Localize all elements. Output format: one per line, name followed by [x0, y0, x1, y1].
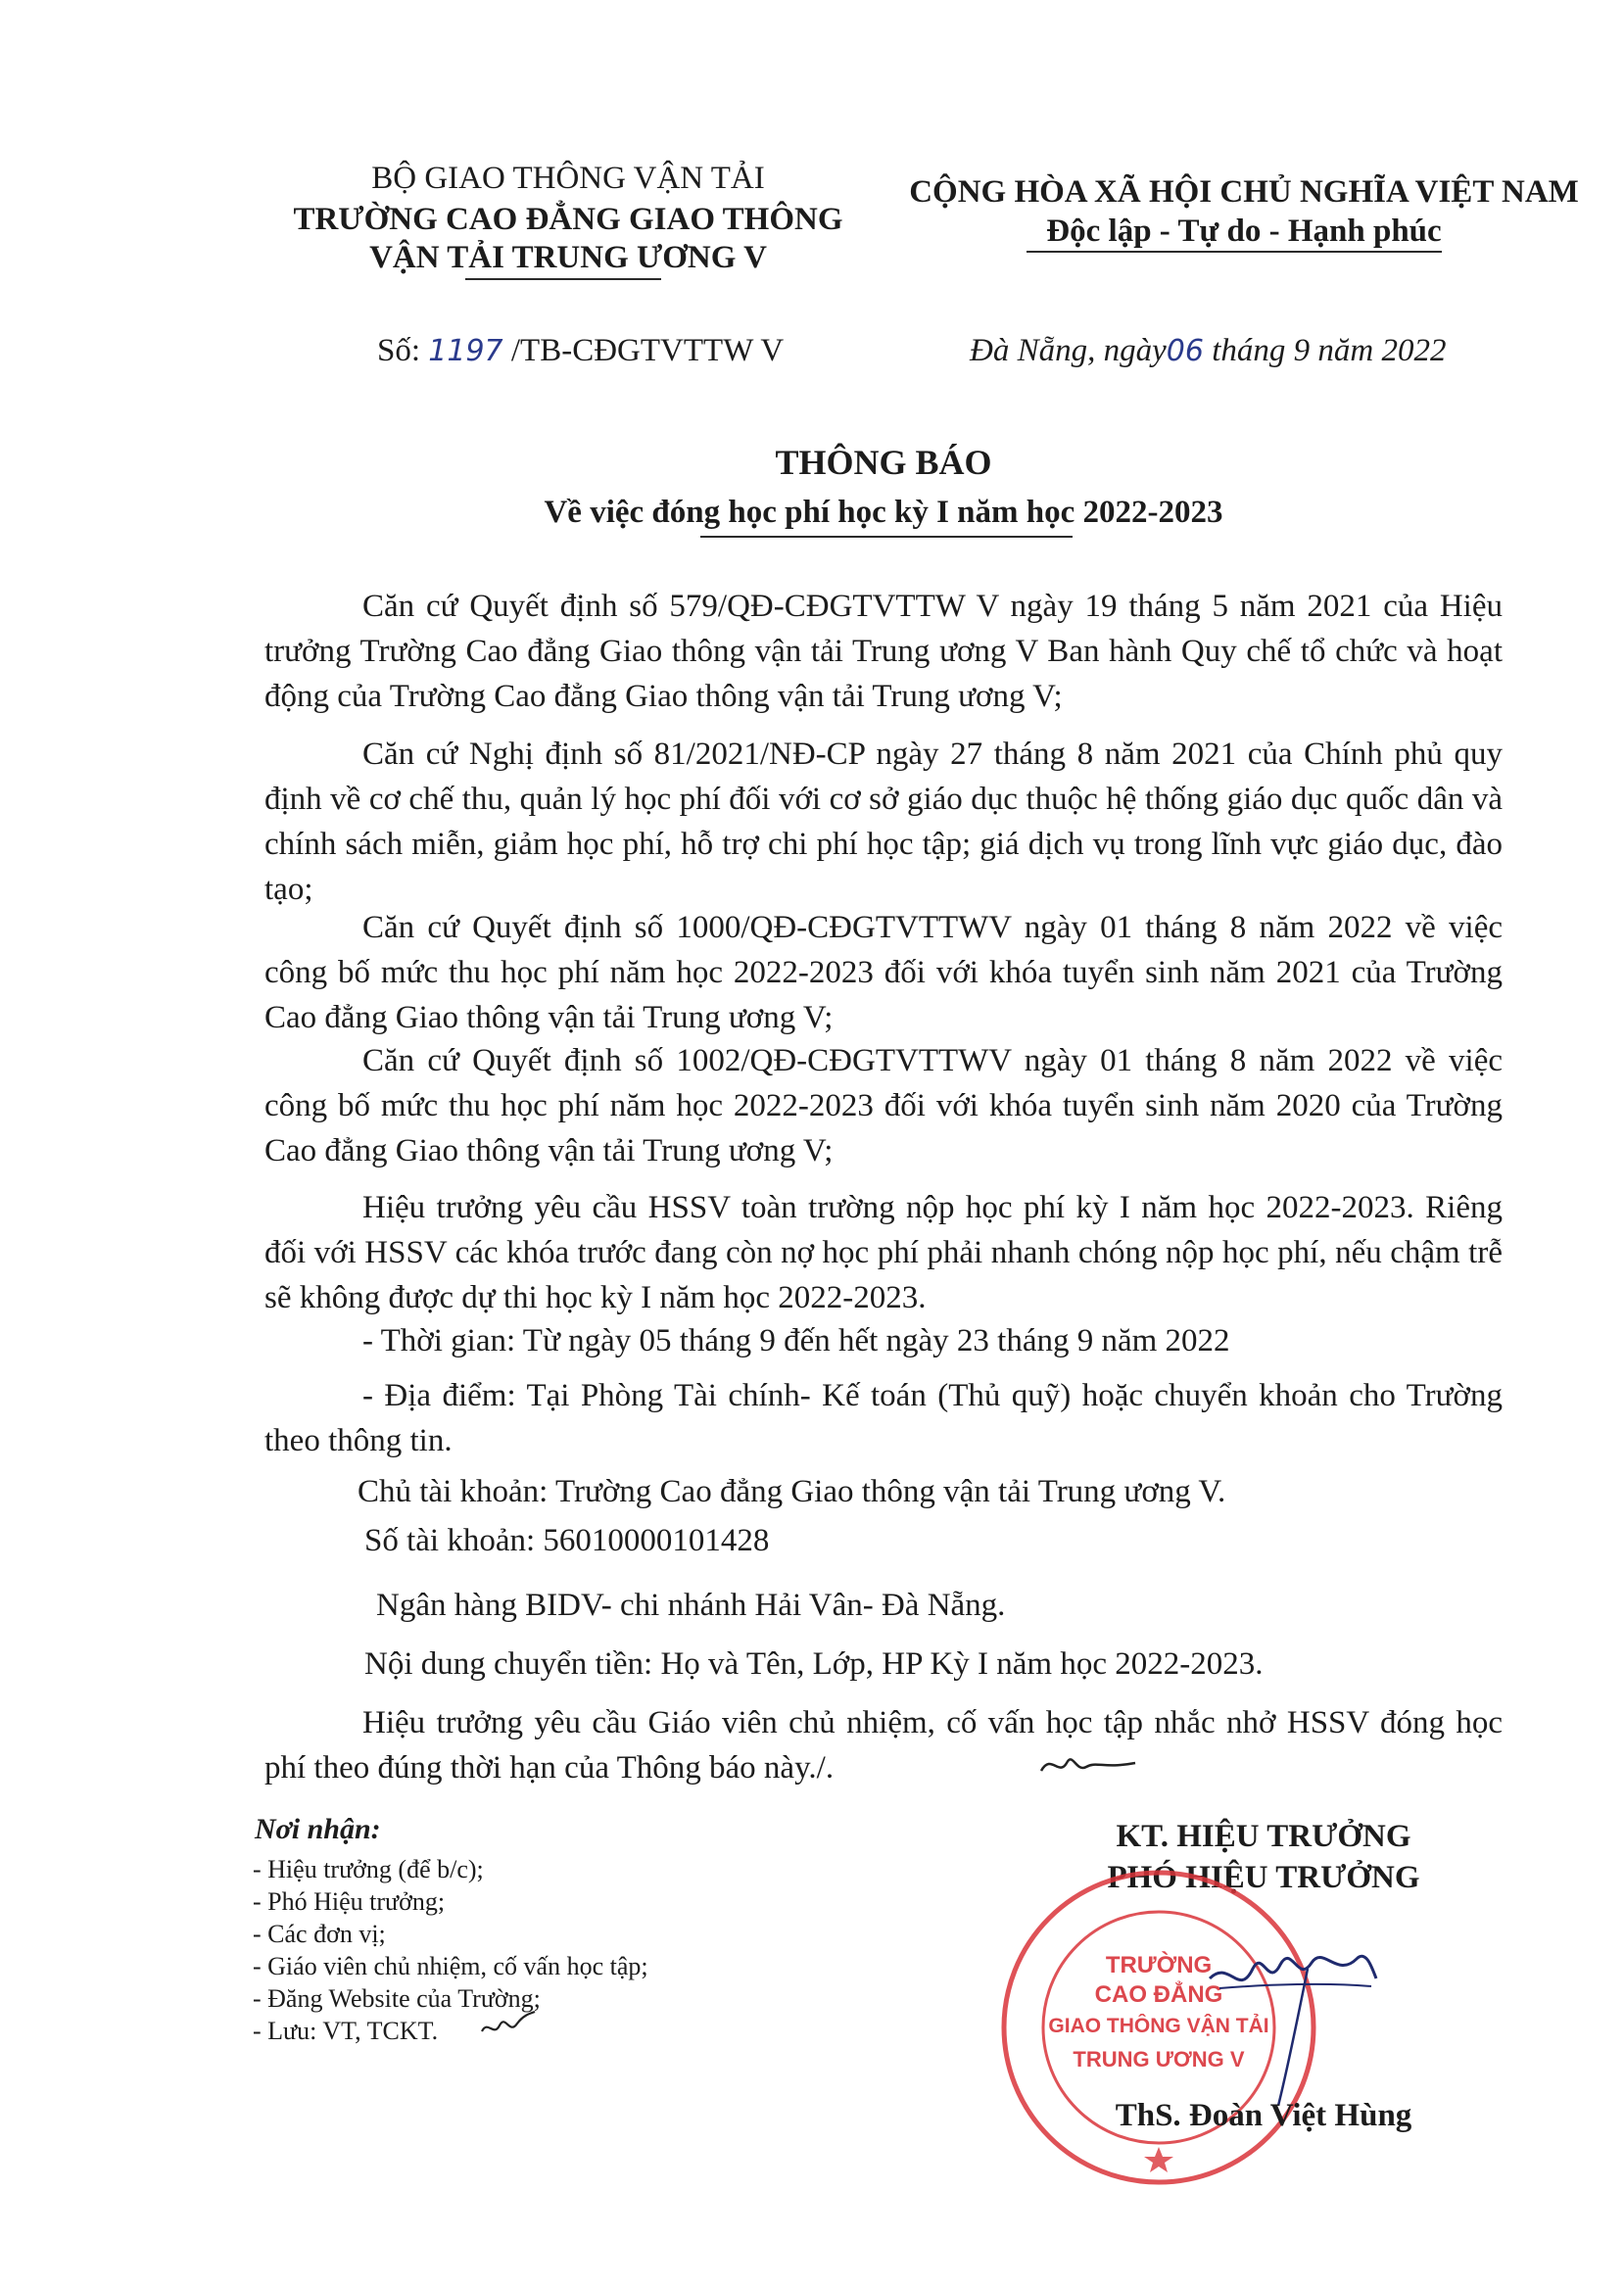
- recipient-item: - Các đơn vị;: [253, 1920, 386, 1948]
- doc-number-suffix: /TB-CĐGTVTTW V: [502, 333, 785, 368]
- account-holder: Chủ tài khoản: Trường Cao đẳng Giao thông vận tải Trung ương V.: [358, 1474, 1226, 1509]
- signature-title-1: KT. HIỆU TRƯỞNG: [1116, 1819, 1411, 1854]
- paragraph-decision-579: Căn cứ Quyết định số 579/QĐ-CĐGTVTTW V ngày 19 tháng 5 năm 2021 của Hiệu trưởng Trường Cao đẳng Giao thông vận tải Trung ương V Ban hành Quy chế tổ chức và hoạt động của Trường Cao đẳng Giao thông vận tải Trung ương V;: [264, 589, 1503, 714]
- account-number: Số tài khoản: 56010000101428: [364, 1523, 770, 1558]
- header-left-underline: [465, 278, 661, 280]
- paragraph-decision-1000: Căn cứ Quyết định số 1000/QĐ-CĐGTVTTWV ngày 01 tháng 8 năm 2022 về việc công bố mức thu học phí năm học 2022-2023 đối với khóa tuyển sinh năm 2021 của Trường Cao đẳng Giao thông vận tải Trung ương V;: [264, 910, 1503, 1035]
- subtitle-underline: [700, 536, 1073, 538]
- document-number: [377, 331, 784, 371]
- initials-mark-small-icon: [478, 2008, 537, 2043]
- date-line: [970, 331, 1446, 371]
- date-prefix: Đà Nẵng, ngày: [970, 333, 1167, 368]
- date-suffix: tháng 9 năm 2022: [1203, 333, 1447, 368]
- recipients-title: Nơi nhận:: [255, 1813, 381, 1845]
- doc-number-prefix: Số:: [377, 333, 429, 368]
- signer-name: ThS. Đoàn Việt Hùng: [1115, 2098, 1412, 2133]
- bank-name: Ngân hàng BIDV- chi nhánh Hải Vân- Đà Nẵng.: [376, 1588, 1006, 1623]
- document-title: THÔNG BÁO: [775, 443, 992, 482]
- ministry-name: BỘ GIAO THÔNG VẬN TẢI: [371, 161, 765, 196]
- national-motto: Độc lập - Tự do - Hạnh phúc: [1046, 214, 1442, 249]
- time-line: - Thời gian: Từ ngày 05 tháng 9 đến hết ngày 23 tháng 9 năm 2022: [362, 1323, 1230, 1358]
- transfer-content: Nội dung chuyển tiền: Họ và Tên, Lớp, HP Kỳ I năm học 2022-2023.: [364, 1646, 1264, 1682]
- closing-paragraph: Hiệu trưởng yêu cầu Giáo viên chủ nhiệm, cố vấn học tập nhắc nhở HSSV đóng học phí theo đúng thời hạn của Thông báo này./.: [264, 1705, 1503, 1786]
- motto-underline: [1027, 251, 1442, 253]
- nation-name: CỘNG HÒA XÃ HỘI CHỦ NGHĨA VIỆT NAM: [909, 174, 1579, 210]
- doc-number-handwritten: 1197: [428, 334, 503, 368]
- seal-line-3: GIAO THÔNG VẬN TẢI: [1048, 2015, 1269, 2037]
- seal-line-1: TRƯỜNG: [1105, 1952, 1213, 1978]
- location-paragraph: - Địa điểm: Tại Phòng Tài chính- Kế toán (Thủ quỹ) hoặc chuyển khoản cho Trường theo thông tin.: [264, 1378, 1503, 1458]
- recipient-item: - Đăng Website của Trường;: [253, 1984, 541, 2013]
- paragraph-decision-1002: Căn cứ Quyết định số 1002/QĐ-CĐGTVTTWV ngày 01 tháng 8 năm 2022 về việc công bố mức thu học phí năm học 2022-2023 đối với khóa tuyển sinh năm 2020 của Trường Cao đẳng Giao thông vận tải Trung ương V;: [264, 1043, 1503, 1168]
- initials-mark-icon: [1033, 1743, 1141, 1783]
- date-day-handwritten: 06: [1166, 334, 1204, 368]
- recipient-item: - Lưu: VT, TCKT.: [253, 2017, 439, 2045]
- school-name-line2: VẬN TẢI TRUNG ƯƠNG V: [369, 240, 767, 275]
- recipient-item: - Phó Hiệu trưởng;: [253, 1887, 446, 1916]
- seal-line-2: CAO ĐẲNG: [1094, 1981, 1223, 2008]
- document-subtitle: Về việc đóng học phí học kỳ I năm học 2022-2023: [544, 495, 1223, 530]
- school-name-line1: TRƯỜNG CAO ĐẲNG GIAO THÔNG: [293, 202, 843, 237]
- recipient-item: - Giáo viên chủ nhiệm, cố vấn học tập;: [253, 1952, 648, 1980]
- handwritten-signature-icon: [1190, 1920, 1386, 2116]
- signature-title-2: PHÓ HIỆU TRƯỞNG: [1107, 1860, 1420, 1895]
- recipient-item: - Hiệu trưởng (để b/c);: [253, 1855, 484, 1883]
- paragraph-request: Hiệu trưởng yêu cầu HSSV toàn trường nộp học phí kỳ I năm học 2022-2023. Riêng đối với HSSV các khóa trước đang còn nợ học phí phải nhanh chóng nộp học phí, nếu chậm trễ sẽ không được dự thi học kỳ I năm học 2022-2023.: [264, 1190, 1503, 1315]
- paragraph-decree-81: Căn cứ Nghị định số 81/2021/NĐ-CP ngày 27 tháng 8 năm 2021 của Chính phủ quy định về cơ chế thu, quản lý học phí đối với cơ sở giáo dục thuộc hệ thống giáo dục quốc dân và chính sách miễn, giảm học phí, hỗ trợ chi phí học tập; giá dịch vụ trong lĩnh vực giáo dục, đào tạo;: [264, 737, 1503, 907]
- seal-line-4: TRUNG ƯƠNG V: [1073, 2047, 1245, 2072]
